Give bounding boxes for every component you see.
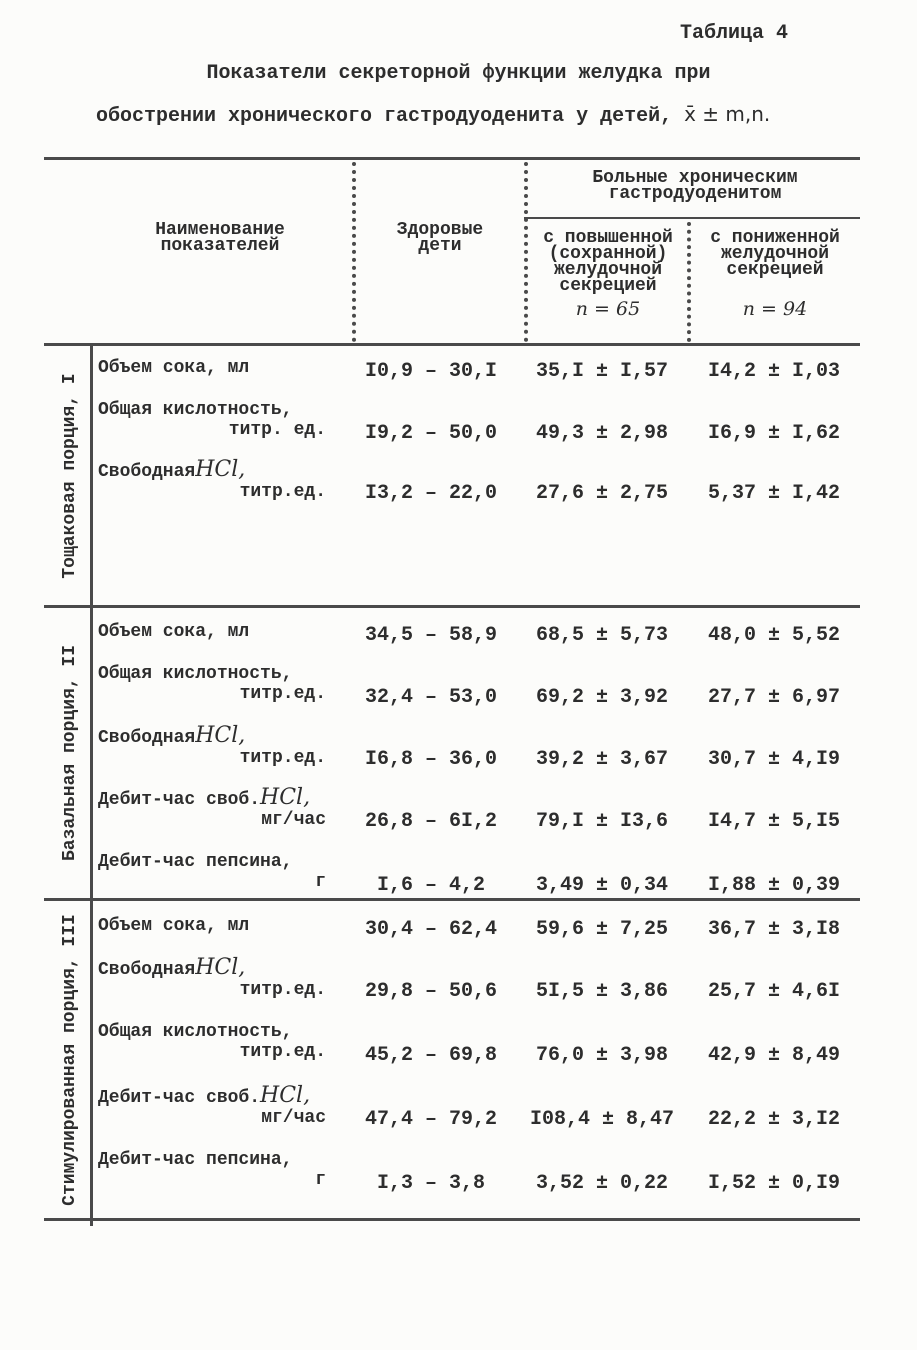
healthy-range-cell: 26,8 – 6I,2 xyxy=(364,810,498,833)
indicator-unit: титр.ед. xyxy=(239,482,326,502)
hcl-handwritten: HCl, xyxy=(195,723,246,748)
indicator-name xyxy=(98,1083,338,1108)
low-secretion-cell: I,52 ± 0,I9 xyxy=(707,1172,841,1195)
high-secretion-cell: 76,0 ± 3,98 xyxy=(535,1044,669,1067)
table-title-line1: Показатели секреторной функции желудка при xyxy=(206,62,711,85)
high-secretion-cell: 3,52 ± 0,22 xyxy=(535,1172,669,1195)
healthy-range-cell: I0,9 – 30,I xyxy=(364,360,498,383)
high-secretion-cell: 69,2 ± 3,92 xyxy=(535,686,669,709)
table-number: Таблица 4 xyxy=(680,22,789,45)
indicator-name xyxy=(98,785,338,810)
header-high-secretion xyxy=(528,230,688,320)
title-line2-text: обострении хронического гастродуоденита у детей, xyxy=(96,105,673,128)
indicator-name-text: Свободная xyxy=(98,462,196,482)
row-indicator-label xyxy=(98,723,338,768)
low-secretion-cell: 22,2 ± 3,I2 xyxy=(707,1108,841,1131)
hcl-handwritten: HCl, xyxy=(260,785,311,810)
row-indicator-label xyxy=(98,457,338,502)
row-indicator-label xyxy=(98,852,338,892)
table-bottom-rule xyxy=(44,1218,860,1221)
section-label: Базальная порция, II xyxy=(60,644,80,862)
healthy-range-cell: I6,8 – 36,0 xyxy=(364,748,498,771)
section-label: Стимулированная порция, III xyxy=(60,913,80,1206)
indicator-unit: титр.ед. xyxy=(239,980,326,1000)
indicator-name-text: Дебит-час пепсина, xyxy=(98,1150,293,1170)
indicator-unit: титр.ед. xyxy=(239,684,326,704)
low-secretion-cell: 27,7 ± 6,97 xyxy=(707,686,841,709)
indicator-name-text: Свободная xyxy=(98,728,196,748)
patients-group-rule xyxy=(524,217,860,219)
indicator-name-text: Объем сока, мл xyxy=(98,916,250,936)
indicator-name-text: Дебит-час пепсина, xyxy=(98,852,293,872)
indicator-name-text: Общая кислотность, xyxy=(98,400,293,420)
indicator-unit: мг/час xyxy=(261,1108,326,1128)
row-indicator-label xyxy=(98,1150,338,1190)
indicator-unit: г xyxy=(315,872,326,892)
healthy-range-cell: 47,4 – 79,2 xyxy=(364,1108,498,1131)
indicator-unit: титр. ед. xyxy=(228,420,326,440)
indicator-unit: г xyxy=(315,1170,326,1190)
table-top-rule xyxy=(44,157,860,160)
indicator-name xyxy=(98,1022,338,1042)
indicator-name-text: Дебит-час своб. xyxy=(98,790,261,810)
low-secretion-cell: I4,7 ± 5,I5 xyxy=(707,810,841,833)
indicator-name-text: Общая кислотность, xyxy=(98,664,293,684)
row-indicator-label xyxy=(98,785,338,830)
section-divider-1 xyxy=(44,605,860,608)
high-secretion-cell: 68,5 ± 5,73 xyxy=(535,624,669,647)
low-secretion-cell: I4,2 ± I,03 xyxy=(707,360,841,383)
header-bottom-rule xyxy=(44,343,860,346)
indicator-unit: титр.ед. xyxy=(239,748,326,768)
healthy-range-cell: 45,2 – 69,8 xyxy=(364,1044,498,1067)
table-title-line2 xyxy=(96,102,770,128)
row-indicator-label xyxy=(98,1022,338,1062)
section-label: Тощаковая порция, I xyxy=(60,372,80,579)
indicator-name xyxy=(98,1150,338,1170)
indicator-name xyxy=(98,664,338,684)
low-secretion-cell: 25,7 ± 4,6I xyxy=(707,980,841,1003)
healthy-range-cell: 29,8 – 50,6 xyxy=(364,980,498,1003)
header-low-secretion xyxy=(692,230,858,320)
section-divider-2 xyxy=(44,898,860,901)
indicator-name-text: Объем сока, мл xyxy=(98,622,250,642)
healthy-range-cell: I,6 – 4,2 xyxy=(376,874,486,897)
healthy-range-cell: 30,4 – 62,4 xyxy=(364,918,498,941)
low-secretion-cell: 36,7 ± 3,I8 xyxy=(707,918,841,941)
low-secretion-cell: 48,0 ± 5,52 xyxy=(707,624,841,647)
high-secretion-cell: 35,I ± I,57 xyxy=(535,360,669,383)
healthy-range-cell: I3,2 – 22,0 xyxy=(364,482,498,505)
indicator-name-text: Общая кислотность, xyxy=(98,1022,293,1042)
hcl-handwritten: HCl, xyxy=(195,457,246,482)
row-indicator-label xyxy=(98,955,338,1000)
low-secretion-cell: 5,37 ± I,42 xyxy=(707,482,841,505)
indicator-name xyxy=(98,916,338,936)
low-secretion-cell: 42,9 ± 8,49 xyxy=(707,1044,841,1067)
indicator-name xyxy=(98,723,338,748)
high-secretion-cell: 39,2 ± 3,67 xyxy=(535,748,669,771)
title-stat-notation: x̄ ± m,n. xyxy=(684,102,771,126)
high-secretion-cell: 79,I ± I3,6 xyxy=(535,810,669,833)
indicator-name xyxy=(98,852,338,872)
header-patients-group: Больные хроническим гастродуоденитом xyxy=(592,168,798,204)
indicator-unit: мг/час xyxy=(261,810,326,830)
high-secretion-cell: 27,6 ± 2,75 xyxy=(535,482,669,505)
indicator-name xyxy=(98,457,338,482)
header-high-label: с повышенной (сохранной) желудочной секрецией xyxy=(543,228,673,296)
indicator-name xyxy=(98,622,338,642)
high-secretion-cell: I08,4 ± 8,47 xyxy=(529,1108,675,1131)
header-indicator-name: Наименование показателей xyxy=(155,220,285,256)
indicator-name-text: Дебит-час своб. xyxy=(98,1088,261,1108)
indicator-name-text: Объем сока, мл xyxy=(98,358,250,378)
healthy-range-cell: 34,5 – 58,9 xyxy=(364,624,498,647)
header-healthy-children: Здоровые дети xyxy=(396,220,484,256)
hcl-handwritten: HCl, xyxy=(195,955,246,980)
healthy-range-cell: I9,2 – 50,0 xyxy=(364,422,498,445)
row-indicator-label xyxy=(98,664,338,704)
healthy-range-cell: 32,4 – 53,0 xyxy=(364,686,498,709)
indicator-name xyxy=(98,358,338,378)
row-indicator-label xyxy=(98,1083,338,1128)
header-low-label: с пониженной желудочной секрецией xyxy=(710,228,840,280)
high-secretion-cell: 49,3 ± 2,98 xyxy=(535,422,669,445)
high-secretion-cell: 59,6 ± 7,25 xyxy=(535,918,669,941)
header-high-n: n = 65 xyxy=(575,298,641,320)
header-low-n: n = 94 xyxy=(742,298,808,320)
hcl-handwritten: HCl, xyxy=(260,1083,311,1108)
low-secretion-cell: I6,9 ± I,62 xyxy=(707,422,841,445)
row-indicator-label xyxy=(98,400,338,440)
healthy-range-cell: I,3 – 3,8 xyxy=(376,1172,486,1195)
row-indicator-label xyxy=(98,916,338,936)
high-secretion-cell: 3,49 ± 0,34 xyxy=(535,874,669,897)
section-label-divider xyxy=(90,346,93,1226)
high-secretion-cell: 5I,5 ± 3,86 xyxy=(535,980,669,1003)
low-secretion-cell: 30,7 ± 4,I9 xyxy=(707,748,841,771)
indicator-unit: титр.ед. xyxy=(239,1042,326,1062)
indicator-name xyxy=(98,400,338,420)
indicator-name xyxy=(98,955,338,980)
header-separator-1 xyxy=(352,162,356,342)
indicator-name-text: Свободная xyxy=(98,960,196,980)
low-secretion-cell: I,88 ± 0,39 xyxy=(707,874,841,897)
row-indicator-label xyxy=(98,358,338,378)
row-indicator-label xyxy=(98,622,338,642)
